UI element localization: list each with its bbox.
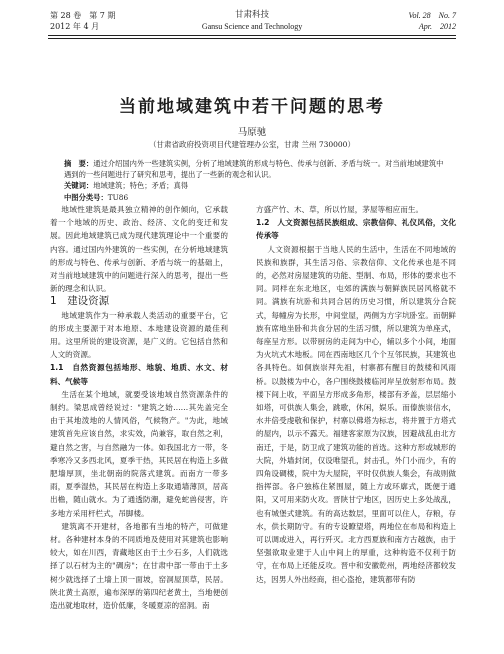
affiliation: （甘肃省政府投资项目代建管理办公室，甘肃 兰州 730000） bbox=[149, 140, 355, 149]
subsection-heading: 1.1 自然资源包括地形、地貌、地质、水文、材料、气候等 bbox=[50, 363, 228, 386]
body-left-column bbox=[50, 203, 228, 612]
journal-name-en: Gansu Science and Technology bbox=[201, 22, 303, 31]
journal-name-cn: 甘肃科技 bbox=[234, 10, 269, 20]
issue-date: 2012 年 4 月 bbox=[50, 22, 100, 31]
volume-issue: 第 28 卷 第 7 期 bbox=[50, 11, 116, 20]
paper-title: 当前地域建筑中若干问题的思考 bbox=[119, 97, 385, 117]
section-number: 1 bbox=[50, 295, 57, 308]
abstract-label: 摘 要： bbox=[64, 159, 94, 168]
clc bbox=[64, 192, 444, 203]
journal-volume-info-en bbox=[408, 10, 456, 32]
abstract-block bbox=[64, 158, 444, 203]
section-title: 建设资源 bbox=[67, 295, 110, 308]
author: 马原驰 bbox=[237, 127, 267, 138]
header-rule-thin bbox=[48, 38, 456, 39]
abstract-text: 通过介绍国内外一些建筑实例，分析了地域建筑的形成与特色、传承与创新、矛盾与统一。对当前地域建筑中遇到的一些问题进行了研究和思考，提出了一些新的观念和认识。 bbox=[64, 159, 444, 180]
continued-paragraph: 方盛产竹、木、草，所以竹屋，茅屋等相应而生。 bbox=[256, 205, 424, 214]
volume-issue-en: Vol. 28 No. 7 bbox=[408, 11, 456, 20]
body-right-column bbox=[256, 203, 456, 586]
abstract bbox=[64, 158, 444, 180]
subsection-paragraph: 建筑离不开建材，各地都有当地的特产，可做建材。各种建材本身的不同质地及使用对其建筑也影响较大，如在川西，青藏地区由于土少石多，人们就选择了以石材为主的"碉房"；在甘肃中部一带由于土多树少就选择了土墙上顶一面坡，窑洞屋顶草，民居。陕北黄土高原，遍布深厚的第四纪老黄土，当地便创造出就地取材，造价低廉，冬暖夏凉的窑洞。南 bbox=[50, 521, 228, 611]
keywords-label: 关键词： bbox=[64, 181, 94, 191]
section-paragraph: 地域建筑作为一种承载人类活动的重要平台，它的形成主要源于对本地原、本地建设资源的最佳利用。这里所说的建设资源，是广义的。它包括自然和人文的资源。 bbox=[50, 310, 228, 360]
keywords bbox=[64, 180, 444, 191]
page-header bbox=[0, 0, 504, 44]
clc-text: TU86 bbox=[107, 192, 129, 202]
subsection-heading: 1.2 人文资源包括民族组成、宗教信仰、礼仪风俗，文化传承等 bbox=[256, 218, 456, 241]
header-rule-thick bbox=[48, 35, 456, 36]
clc-label: 中图分类号： bbox=[64, 192, 108, 202]
section-heading bbox=[50, 295, 228, 308]
intro-paragraph: 地域性建筑是最具独立精神的创作倾向，它承载着一个地域的历史、政治、经济、文化的变迁和发展。因此地域建筑已成为现代建筑理论中一个重要的内容。通过国内外建筑的一些实例，在分析地域建筑的形成与特色、传承与创新、矛盾与统一的基础上，对当前地域建筑中的问题进行深入的思考，提出一些新的理念和认识。 bbox=[50, 205, 228, 294]
keywords-text: 地域建筑；特色；矛盾；真得 bbox=[93, 181, 189, 191]
subsection-paragraph: 生活在某个地域，就要受该地域自然资源条件的制约。梁思成曾经说过："建筑之始……其先盖完全由于其地泼地的人情风俗，气候物产。"为此，地域建筑首先应该自然，求实效，尚兼容，取自然之利，避自然之害，与自然融为一体。如我国北方一带，冬季寒冷又多西北风，夏季干热，其民居在构造上多做肥墙厚顶，坐北朝南的院落式建筑。而南方一带多雨，夏季湿热，其民居在构造上多取通墙薄顶，居高出檐，随山就水。为了通透防潮，避免蛇兽侵害，许多地方采用杆栏式，吊脚楼。 bbox=[50, 389, 228, 518]
subsection-paragraph: 人文资源根据于当地人民的生活中，生活在不同地域的民族和族群，其生活习俗、宗教信仰、文化传承也是不同的，必然对房屋建筑的功能、型制、布局，形体的要求也不同。同样在东北地区，屯郊的满族与朝鲜族民居风格就不同。满族有坑卧和共同合居的历史习惯，所以建筑分合院式，每幢房为长形，中间堂屋，两侧为方字坑卧室。而朝鲜族有席地坐卧和共食分居的生活习惯，所以建筑为单座式，每座呈方形。以带厨房的走间为中心，辅以多个小间，地面为火坑式木地板。同在西南地区几个个互邻民族，其建筑也各具特色。如侗族崇拜先祖，村寨都有醒目的鼓楼和风雨桥。以鼓楼为中心，各户围绕鼓楼临河岸呈放射形布局。鼓楼下间上收，平面呈方形成多角形，楼部有矛盖，层层缩小如塔，可供族人集会，跳歌，休闲，娱乐。而傣族崇信水，水井倍受虔敬和保护，村寨以佛塔为标志，将井置于方塔式的屋内，以示不露天。福建客家原为汉族，因避战乱由北方南迁，于是，防卫成了建筑功能的首选。这种方形或城形的大院，外墙封闭，仅设唯望孔，封击孔，外门小而少，有的四角设碉楼，院中为大屋院，平时仅供族人集会，有战则做指挥部。各户独栋住紧围屋，随上方或环廓式，既便于通阳，又可用来防火攻。晋陕甘宁地区，因历史上多处战乱，也有城堡式建筑。有的高达数层，里面可以住人，存粮，存水，供长期防守。有的专设瞭望塔，两地位在布局和构造上可以调或进入，再行歼灭。北方西夏族和南方古越族，由于坚强欲取业建于人山中间上的厚重，这种构造不仅利于防守，在布局上还能反攻。晋中和安徽乾州，两地经济都较发达，因男人外出经商，担心盗抢，建筑都带有防 bbox=[256, 244, 456, 584]
issue-date-en: Apr. 2012 bbox=[418, 22, 456, 31]
